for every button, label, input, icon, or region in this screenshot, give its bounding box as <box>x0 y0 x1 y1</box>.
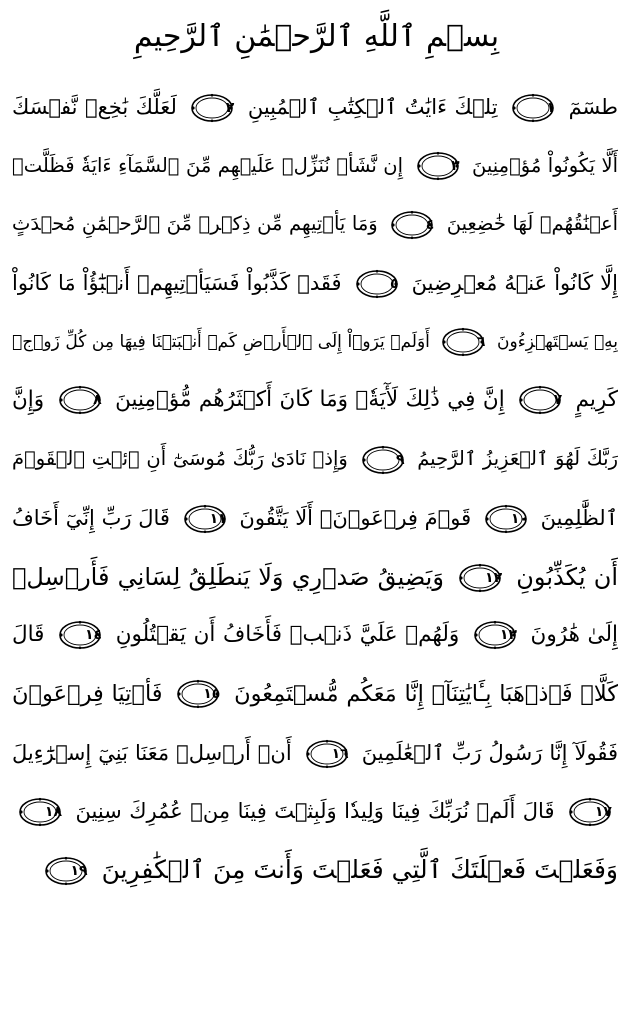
verse-text: فَقَدۡ كَذَّبُواْ فَسَيَأۡتِيهِمۡ أَنۢبَٰٓؤُاْ مَا كَانُواْ <box>12 271 342 296</box>
verse-line <box>12 430 618 489</box>
ayah-number: ١٢ <box>485 569 503 586</box>
verse-text: أَعۡنَٰقُهُمۡ لَهَا خَٰضِعِينَ <box>446 212 618 236</box>
verse-text: كَلَّاۖ فَٱذۡهَبَا بِـَٔايَٰتِنَآۖ إِنَّا مَعَكُم مُّسۡتَمِعُونَ <box>234 680 618 707</box>
ayah-number: ١٣ <box>499 627 517 644</box>
ayah-number-marker <box>416 151 460 181</box>
ayah-number: ٣ <box>450 158 460 175</box>
ayah-number: ٩ <box>395 451 405 468</box>
verse-line <box>12 841 618 900</box>
verse-text: كَرِيمٍ <box>575 387 618 413</box>
ayah-number-marker <box>18 797 62 827</box>
verse-text: وَفَعَلۡتَ فَعۡلَتَكَ ٱلَّتِي فَعَلۡتَ وَأَنتَ مِنَ ٱلۡكَٰفِرِينَ <box>101 854 618 884</box>
verse-text: أَن يُكَذِّبُونِ <box>516 562 618 591</box>
verse-text: أَنۡ أَرۡسِلۡ مَعَنَا بَنِيٓ إِسۡرَٰٓءِيلَ <box>12 740 292 765</box>
ayah-number-marker <box>361 445 405 475</box>
ayah-number-marker <box>441 327 485 357</box>
verse-lines <box>12 78 618 900</box>
ayah-number-marker <box>458 563 502 593</box>
ayah-number: ١٥ <box>203 686 221 703</box>
verse-line <box>12 724 618 783</box>
ayah-number-marker <box>473 620 517 650</box>
verse-text: لَعَلَّكَ بَٰخِعٞ نَّفۡسَكَ <box>12 95 177 119</box>
ayah-number-marker <box>518 385 562 415</box>
ayah-number: ١٦ <box>331 745 349 762</box>
verse-line <box>12 606 618 665</box>
verse-text: أَوَلَمۡ يَرَوۡاْ إِلَى ٱلۡأَرۡضِ كَمۡ أَنۢبَتۡنَا فِيهَا مِن كُلِّ زَوۡجٖ <box>12 331 430 352</box>
ayah-number-marker <box>355 269 399 299</box>
verse-line <box>12 78 618 137</box>
ayah-number-marker <box>183 504 227 534</box>
verse-text: تِلۡكَ ءَايَٰتُ ٱلۡكِتَٰبِ ٱلۡمُبِينِ <box>247 95 498 119</box>
verse-line <box>12 313 618 372</box>
verse-line <box>12 782 618 841</box>
ayah-number: ١١ <box>209 510 227 527</box>
verse-text: إِنَّ فِي ذَٰلِكَ لَأٓيَةٗۖ وَمَا كَانَ أَكۡثَرُهُم مُّؤۡمِنِينَ <box>115 387 505 413</box>
verse-text: بِهِۦ يَسۡتَهۡزِءُونَ <box>497 331 618 352</box>
ayah-number-marker <box>390 210 434 240</box>
verse-text: قَالَ أَلَمۡ نُرَبِّكَ فِينَا وَلِيدٗا وَلَبِثۡتَ فِينَا مِنۡ عُمُرِكَ سِنِينَ <box>75 799 555 824</box>
verse-line <box>12 665 618 724</box>
ayah-number: ٧ <box>553 392 563 409</box>
ayah-number-marker <box>176 679 220 709</box>
ayah-number: ٤ <box>425 216 435 233</box>
verse-line <box>12 254 618 313</box>
verse-text: وَمَا يَأۡتِيهِم مِّن ذِكۡرٖ مِّنَ ٱلرَّحۡمَٰنِ مُحۡدَثٍ <box>12 212 378 236</box>
verse-line <box>12 371 618 430</box>
verse-text: فَقُولَآ إِنَّا رَسُولُ رَبِّ ٱلۡعَٰلَمِينَ <box>361 740 618 765</box>
ayah-number: ٦ <box>476 333 486 350</box>
verse-text: إِلَّا كَانُواْ عَنۡهُ مُعۡرِضِينَ <box>411 271 618 296</box>
verse-text: إِلَىٰ هَٰرُونَ <box>530 622 618 648</box>
verse-line <box>12 195 618 254</box>
ayah-number-marker <box>484 504 528 534</box>
ayah-number: ١٤ <box>85 627 103 644</box>
verse-text: ٱلظَّٰلِمِينَ <box>540 505 618 530</box>
verse-text: فَأۡتِيَا فِرۡعَوۡنَ <box>12 680 163 707</box>
ayah-number: ٢ <box>225 100 235 116</box>
ayah-number-marker <box>568 797 612 827</box>
ayah-number-marker <box>58 385 102 415</box>
ayah-number-marker <box>305 739 349 769</box>
ayah-number: ١٨ <box>44 804 62 821</box>
ayah-number: ١٠ <box>510 510 528 527</box>
verse-text: طسٓمٓ <box>568 95 618 119</box>
verse-text: قَالَ <box>12 622 45 648</box>
ayah-number: ٨ <box>93 392 102 409</box>
ayah-number: ١ <box>546 100 556 116</box>
ayah-number-marker <box>44 856 88 886</box>
verse-text: رَبَّكَ لَهُوَ ٱلۡعَزِيزُ ٱلرَّحِيمُ <box>417 447 618 471</box>
verse-text: وَإِذۡ نَادَىٰ رَبُّكَ مُوسَىٰٓ أَنِ ٱئۡتِ ٱلۡقَوۡمَ <box>12 447 348 471</box>
verse-line <box>12 489 618 548</box>
ayah-number: ١٧ <box>594 804 612 821</box>
verse-text: وَإِنَّ <box>12 387 45 413</box>
ayah-number-marker <box>511 93 555 123</box>
verse-text: أَلَّا يَكُونُواْ مُؤۡمِنِينَ <box>472 153 618 177</box>
verse-line <box>12 137 618 196</box>
basmala-header: بِسۡمِ ٱللَّهِ ٱلرَّحۡمَٰنِ ٱلرَّحِيمِ <box>133 19 500 54</box>
verse-text: إِن نَّشَأۡ نُنَزِّلۡ عَلَيۡهِم مِّنَ ٱلسَّمَآءِ ءَايَةٗ فَظَلَّتۡ <box>12 153 404 177</box>
verse-text: قَوۡمَ فِرۡعَوۡنَۚ أَلَا يَتَّقُونَ <box>239 505 472 530</box>
ayah-number-marker <box>190 93 234 123</box>
verse-text: قَالَ رَبِّ إِنِّيٓ أَخَافُ <box>12 505 170 530</box>
verse-text: وَيَضِيقُ صَدۡرِي وَلَا يَنطَلِقُ لِسَانِي فَأَرۡسِلۡ <box>12 562 444 591</box>
verse-text: وَلَهُمۡ عَلَيَّ ذَنۢبٞ فَأَخَافُ أَن يَقۡتُلُونِ <box>115 622 460 648</box>
verse-line <box>12 548 618 607</box>
ayah-number: ٥ <box>390 276 399 293</box>
ayah-number: ١٩ <box>70 862 88 879</box>
ayah-number-marker <box>58 620 102 650</box>
